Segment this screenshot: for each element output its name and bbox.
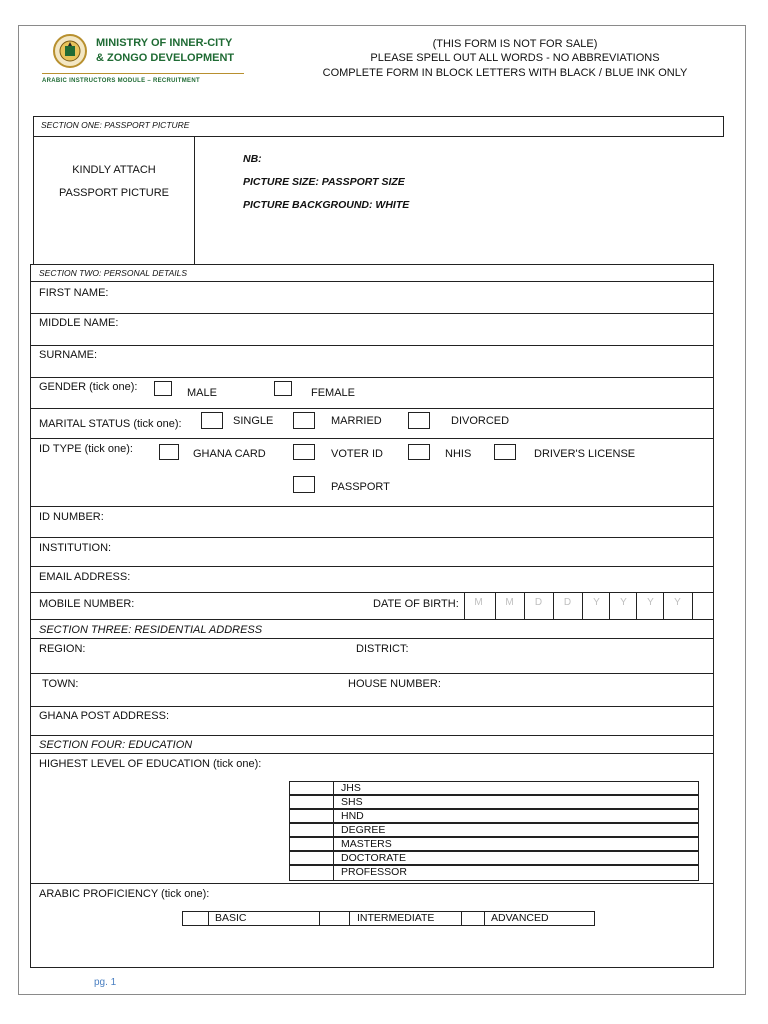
notice-not-for-sale: (THIS FORM IS NOT FOR SALE) <box>432 38 598 50</box>
education-option-label: SHS <box>341 796 363 808</box>
id-ghana-card-label: GHANA CARD <box>193 448 266 460</box>
ministry-logo <box>50 33 90 69</box>
arabic-basic-label: BASIC <box>215 912 247 924</box>
education-option-label: MASTERS <box>341 838 392 850</box>
marital-married-checkbox[interactable] <box>293 412 315 429</box>
id-passport-label: PASSPORT <box>331 481 390 493</box>
cell-divider <box>208 911 209 926</box>
education-option-shs[interactable] <box>289 795 699 809</box>
notice-block-letters: COMPLETE FORM IN BLOCK LETTERS WITH BLACK / BLUE INK ONLY <box>322 67 688 79</box>
id-voter-label: VOTER ID <box>331 448 383 460</box>
mobile-label: MOBILE NUMBER: <box>39 598 135 610</box>
logo-divider <box>42 73 244 74</box>
middle-name-field[interactable] <box>130 314 710 344</box>
logo-title-line1: MINISTRY OF INNER-CITY <box>96 37 233 49</box>
dob-year-box[interactable]: Y <box>609 593 637 619</box>
picture-background-note: PICTURE BACKGROUND: WHITE <box>243 199 410 211</box>
id-voter-checkbox[interactable] <box>293 444 315 460</box>
row-divider <box>30 377 714 378</box>
education-label: HIGHEST LEVEL OF EDUCATION (tick one): <box>39 758 262 770</box>
marital-single-checkbox[interactable] <box>201 412 223 429</box>
arabic-advanced-label: ADVANCED <box>491 912 549 924</box>
gender-female-label: FEMALE <box>311 387 356 399</box>
section-three-title: SECTION THREE: RESIDENTIAL ADDRESS <box>39 624 263 636</box>
district-field[interactable] <box>415 639 710 672</box>
row-divider <box>30 883 714 884</box>
section-one-title: SECTION ONE: PASSPORT PICTURE <box>41 120 190 130</box>
row-divider <box>30 438 714 439</box>
dob-month-box[interactable]: M <box>464 593 492 619</box>
id-passport-checkbox[interactable] <box>293 476 315 493</box>
id-type-label: ID TYPE (tick one): <box>39 443 133 455</box>
dob-year-box[interactable]: Y <box>582 593 610 619</box>
education-option-label: HND <box>341 810 364 822</box>
dob-year-box[interactable]: Y <box>636 593 664 619</box>
surname-field[interactable] <box>110 346 710 376</box>
house-number-label: HOUSE NUMBER: <box>348 678 441 690</box>
ghana-post-field[interactable] <box>180 707 710 734</box>
first-name-label: FIRST NAME: <box>39 287 109 299</box>
logo-subtitle: ARABIC INSTRUCTORS MODULE – RECRUITMENT <box>42 78 200 84</box>
dob-box-end <box>692 593 693 619</box>
town-label: TOWN: <box>42 678 79 690</box>
dob-year-box[interactable]: Y <box>663 593 691 619</box>
gender-male-label: MALE <box>187 387 217 399</box>
cell-divider <box>349 911 350 926</box>
town-field[interactable] <box>90 674 340 705</box>
section-four-title: SECTION FOUR: EDUCATION <box>39 739 193 751</box>
education-option-professor[interactable] <box>289 865 699 881</box>
section-one-left-border <box>33 137 34 264</box>
education-option-hnd[interactable] <box>289 809 699 823</box>
education-option-masters[interactable] <box>289 837 699 851</box>
cell-divider <box>484 911 485 926</box>
row-divider <box>30 753 714 754</box>
mobile-field[interactable] <box>145 593 360 619</box>
ghana-post-label: GHANA POST ADDRESS: <box>39 710 170 722</box>
education-option-label: DOCTORATE <box>341 852 406 864</box>
email-label: EMAIL ADDRESS: <box>39 571 131 583</box>
id-drivers-license-checkbox[interactable] <box>494 444 516 460</box>
education-option-label: DEGREE <box>341 824 386 836</box>
institution-field[interactable] <box>120 538 710 565</box>
region-label: REGION: <box>39 643 86 655</box>
first-name-field[interactable] <box>120 282 710 312</box>
gender-male-checkbox[interactable] <box>154 381 172 396</box>
picture-size-note: PICTURE SIZE: PASSPORT SIZE <box>243 176 405 188</box>
attach-line2: PASSPORT PICTURE <box>58 187 170 199</box>
row-divider <box>30 619 714 620</box>
middle-name-label: MIDDLE NAME: <box>39 317 119 329</box>
surname-label: SURNAME: <box>39 349 98 361</box>
gender-female-checkbox[interactable] <box>274 381 292 396</box>
notice-spell-out: PLEASE SPELL OUT ALL WORDS - NO ABBREVIATIONS <box>370 52 660 64</box>
dob-label: DATE OF BIRTH: <box>373 598 459 610</box>
attach-line1: KINDLY ATTACH <box>72 164 156 176</box>
id-nhis-checkbox[interactable] <box>408 444 430 460</box>
education-option-label: JHS <box>341 782 361 794</box>
education-option-jhs[interactable] <box>289 781 699 795</box>
arabic-intermediate-checkbox[interactable] <box>320 912 349 925</box>
marital-divorced-label: DIVORCED <box>451 415 510 427</box>
education-option-label: PROFESSOR <box>341 866 407 878</box>
region-field[interactable] <box>95 639 345 672</box>
page-number: pg. 1 <box>94 977 117 988</box>
id-nhis-label: NHIS <box>445 448 472 460</box>
arabic-intermediate-label: INTERMEDIATE <box>357 912 435 924</box>
id-number-field[interactable] <box>115 507 710 536</box>
passport-box-divider <box>194 137 195 264</box>
id-drivers-license-label: DRIVER'S LICENSE <box>534 448 636 460</box>
education-option-doctorate[interactable] <box>289 851 699 865</box>
row-divider <box>30 735 714 736</box>
dob-day-box[interactable]: D <box>524 593 552 619</box>
dob-month-box[interactable]: M <box>495 593 523 619</box>
institution-label: INSTITUTION: <box>39 542 112 554</box>
gender-label: GENDER (tick one): <box>39 381 138 393</box>
marital-married-label: MARRIED <box>331 415 382 427</box>
marital-status-label: MARITAL STATUS (tick one): <box>39 418 182 430</box>
house-number-field[interactable] <box>450 674 710 705</box>
row-divider <box>30 408 714 409</box>
dob-day-box[interactable]: D <box>553 593 581 619</box>
email-field[interactable] <box>140 567 710 592</box>
marital-divorced-checkbox[interactable] <box>408 412 430 429</box>
education-option-degree[interactable] <box>289 823 699 837</box>
marital-single-label: SINGLE <box>233 415 274 427</box>
section-two-title: SECTION TWO: PERSONAL DETAILS <box>39 268 187 278</box>
arabic-advanced-checkbox[interactable] <box>462 912 484 925</box>
id-ghana-card-checkbox[interactable] <box>159 444 179 460</box>
arabic-proficiency-label: ARABIC PROFICIENCY (tick one): <box>39 888 210 900</box>
district-label: DISTRICT: <box>356 643 409 655</box>
logo-title-line2: & ZONGO DEVELOPMENT <box>96 52 235 64</box>
nb-label: NB: <box>243 153 262 165</box>
id-number-label: ID NUMBER: <box>39 511 104 523</box>
arabic-basic-checkbox[interactable] <box>183 912 208 925</box>
